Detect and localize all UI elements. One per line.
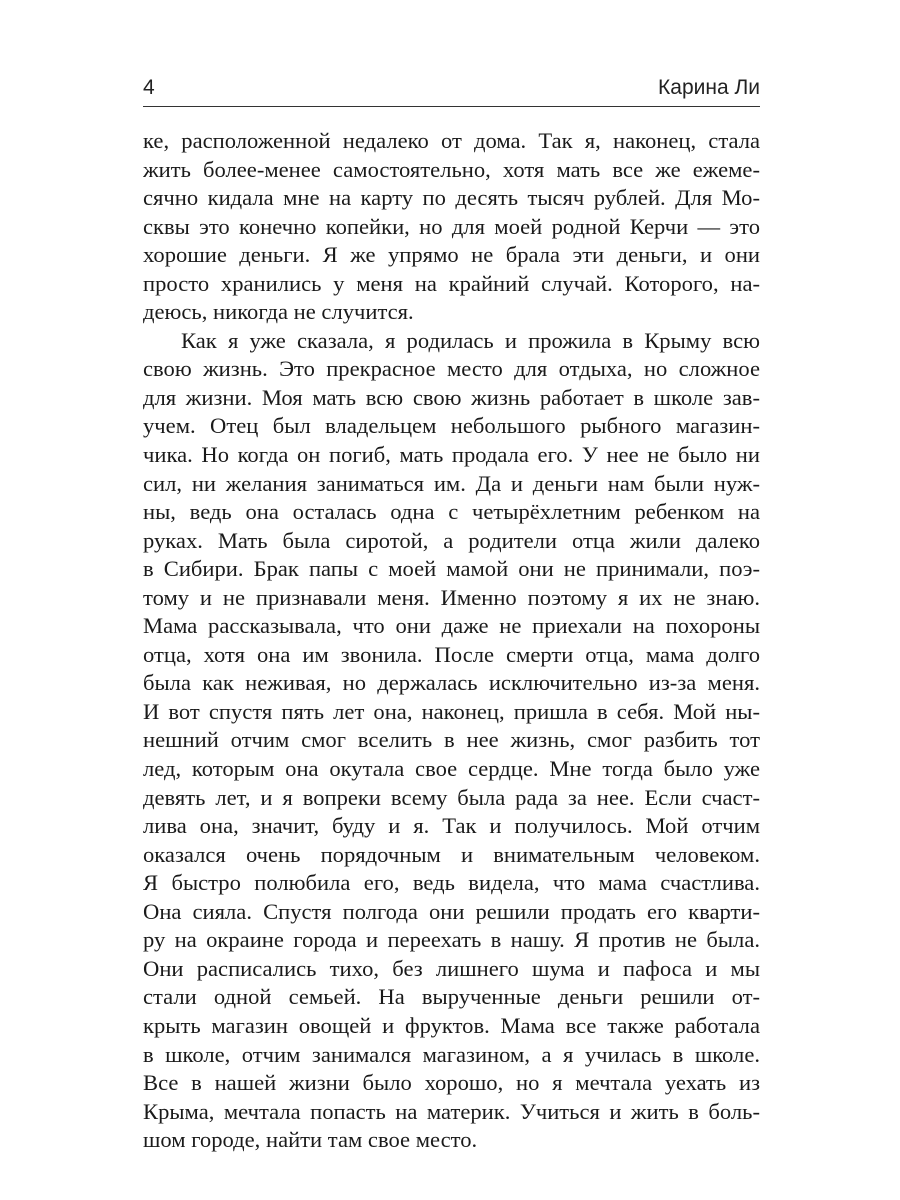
text-line: ру на окраине города и переехать в нашу. Я против не была. [143,927,760,953]
text-line: просто хранились у меня на крайний случай. Которого, на- [143,270,760,296]
text-line: ке, расположенной недалеко от дома. Так я, наконец, стала [143,128,760,153]
running-title: Карина Ли [658,76,760,99]
text-line: учем. Отец был владельцем небольшого рыбного магазин- [143,413,760,439]
text-line: жить более-менее самостоятельно, хотя мать все же ежеме- [143,156,760,182]
page-header [143,72,760,107]
text-line: Я быстро полюбила его, ведь видела, что мама счастлива. [143,870,760,896]
text-line: крыть магазин овощей и фруктов. Мама все также работала [143,1012,760,1038]
text-line: для жизни. Моя мать всю свою жизнь работает в школе зав- [143,384,760,410]
text-line: Мама рассказывала, что они даже не приехали на похороны [143,613,760,639]
text-line: Все в нашей жизни было хорошо, но я мечтала уехать из [143,1070,760,1096]
text-line: свою жизнь. Это прекрасное место для отдыха, но сложное [143,356,760,382]
text-line: И вот спустя пять лет она, наконец, пришла в себя. Мой ны- [143,698,760,724]
text-line: руках. Мать была сиротой, а родители отца жили далеко [143,527,760,553]
text-line: оказался очень порядочным и внимательным человеком. [143,841,760,867]
text-line: в школе, отчим занимался магазином, а я училась в школе. [143,1041,760,1067]
text-line: лива она, значит, буду и я. Так и получилось. Мой отчим [143,813,760,839]
text-line: сил, ни желания заниматься им. Да и деньги нам были нуж- [143,470,760,496]
text-line: была как неживая, но держалась исключительно из-за меня. [143,670,760,696]
text-line: нешний отчим смог вселить в нее жизнь, смог разбить тот [143,727,760,753]
text-line: сячно кидала мне на карту по десять тысяч рублей. Для Мо- [143,185,760,211]
text-line: стали одной семьей. На вырученные деньги решили от- [143,984,760,1010]
text-line: хорошие деньги. Я же упрямо не брала эти деньги, и они [143,242,760,268]
text-line: деюсь, никогда не случится. [143,299,414,325]
body-text [143,127,760,1155]
text-line: отца, хотя она им звонила. После смерти отца, мама долго [143,641,760,667]
text-line: девять лет, и я вопреки всему была рада за нее. Если счаст- [143,784,760,810]
text-line: сквы это конечно копейки, но для моей родной Керчи — это [143,213,760,239]
text-line: тому и не признавали меня. Именно поэтому я их не знаю. [143,584,760,610]
text-line: ны, ведь она осталась одна с четырёхлетним ребенком на [143,499,760,525]
text-line: чика. Но когда он погиб, мать продала его. У нее не было ни [143,442,760,468]
text-line: Как я уже сказала, я родилась и прожила в Крыму всю [181,327,760,353]
text-line: Она сияла. Спустя полгода они решили продать его кварти- [143,898,760,924]
text-line: шом городе, найти там свое место. [143,1127,478,1153]
text-line: в Сибири. Брак папы с моей мамой они не принимали, поэ- [143,556,760,582]
text-line: Они расписались тихо, без лишнего шума и пафоса и мы [143,955,760,981]
text-line: Крыма, мечтала попасть на материк. Учиться и жить в боль- [143,1098,760,1124]
page-number: 4 [143,76,155,99]
text-line: лед, которым она окутала свое сердце. Мне тогда было уже [143,756,760,782]
